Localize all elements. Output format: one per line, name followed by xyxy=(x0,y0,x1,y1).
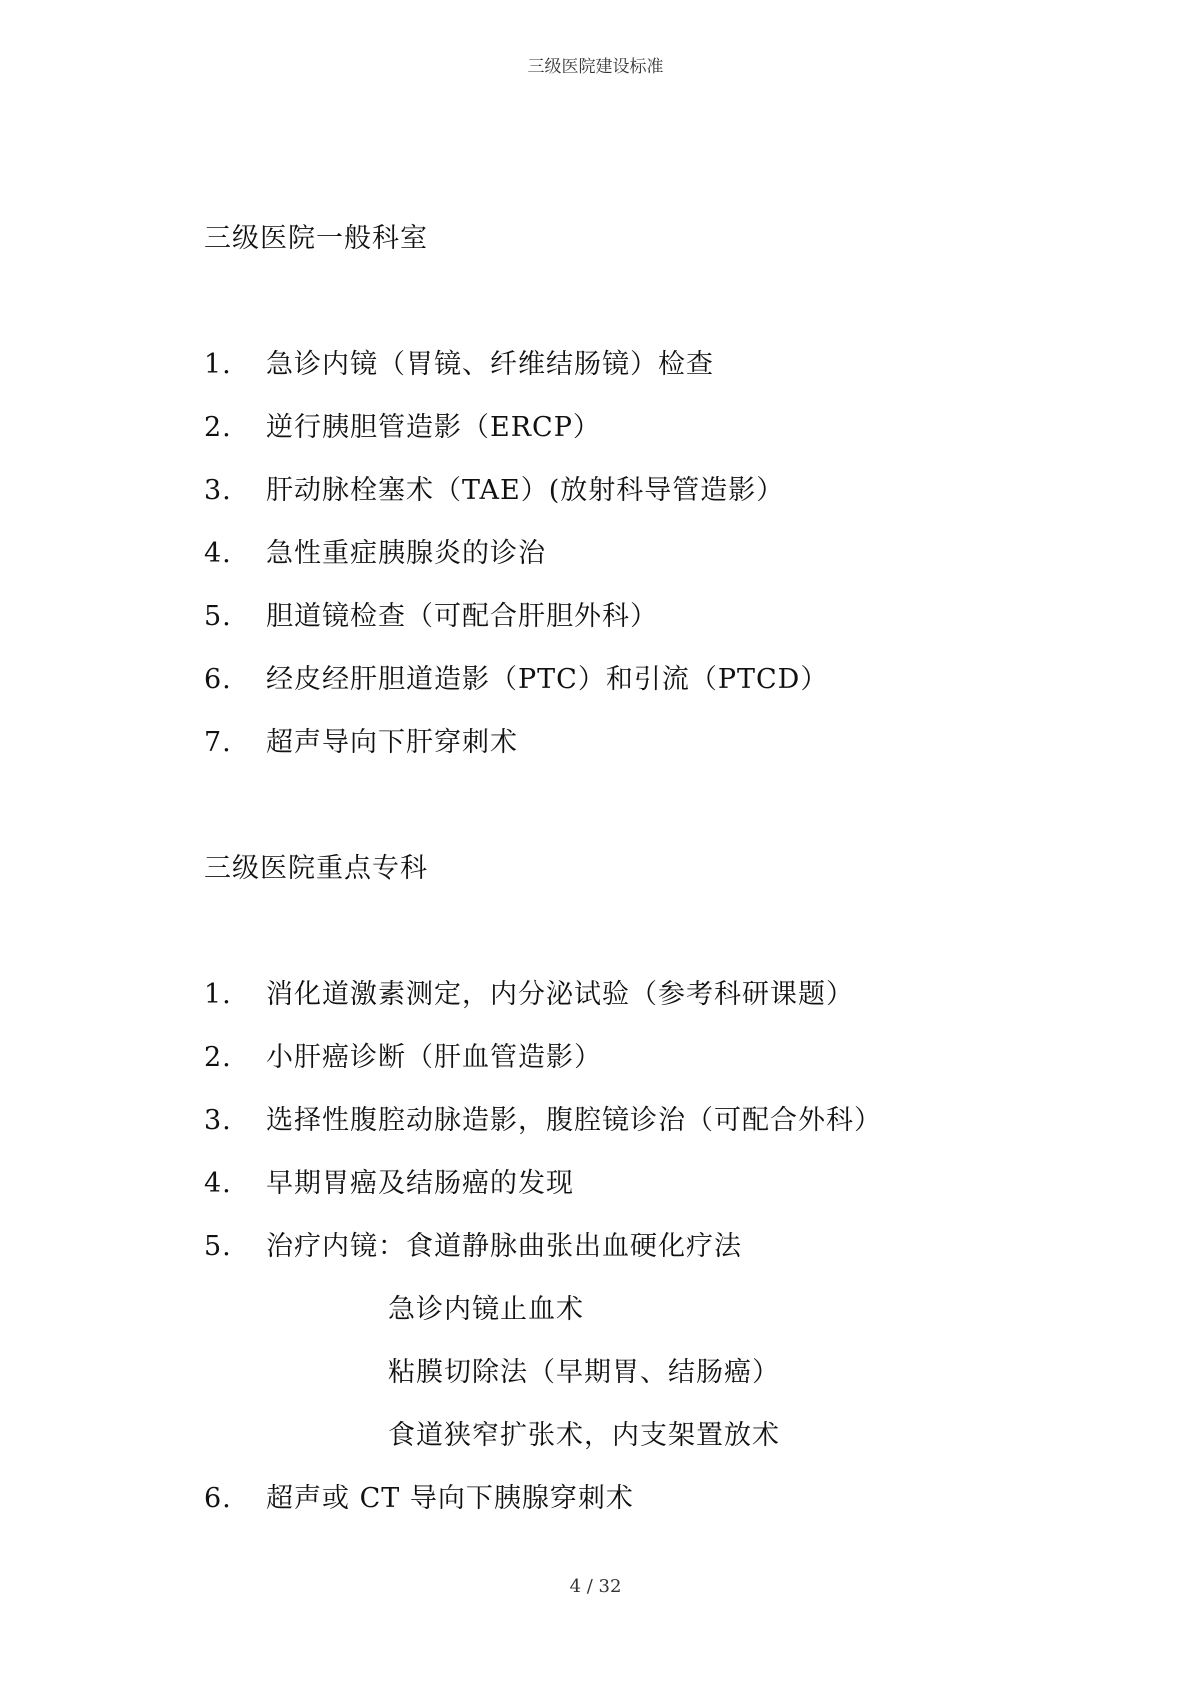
list-item xyxy=(204,720,518,759)
list-item xyxy=(204,657,828,696)
item-text: 急诊内镜（胃镜、纤维结肠镜）检查 xyxy=(266,349,714,380)
item-text: 胆道镜检查（可配合肝胆外科） xyxy=(266,601,658,632)
section-title-key-specialty: 三级医院重点专科 xyxy=(204,853,428,884)
item-number: 2. xyxy=(204,412,232,443)
item-number: 4. xyxy=(204,1168,232,1199)
list-item xyxy=(204,405,601,444)
item-number: 5. xyxy=(204,601,232,632)
item-text: 早期胃癌及结肠癌的发现 xyxy=(266,1168,574,1199)
item-number: 3. xyxy=(204,475,232,506)
item-text: 肝动脉栓塞术（TAE）(放射科导管造影） xyxy=(266,475,785,506)
item-number: 5. xyxy=(204,1231,232,1262)
item-text: 小肝癌诊断（肝血管造影） xyxy=(266,1042,602,1073)
list-item xyxy=(204,342,714,381)
item-text: 选择性腹腔动脉造影，腹腔镜诊治（可配合外科） xyxy=(266,1105,882,1136)
list-item xyxy=(204,1161,574,1200)
item-number: 2. xyxy=(204,1042,232,1073)
item-text: 超声导向下肝穿刺术 xyxy=(266,727,518,758)
item-text: 逆行胰胆管造影（ERCP） xyxy=(266,412,601,443)
list-item xyxy=(204,1476,634,1515)
item-text: 急性重症胰腺炎的诊治 xyxy=(266,538,546,569)
item-number: 4. xyxy=(204,538,232,569)
list-item xyxy=(204,531,546,570)
running-header: 三级医院建设标准 xyxy=(527,57,664,77)
list-item xyxy=(204,1098,882,1137)
item-number: 7. xyxy=(204,727,232,758)
item-text: 超声或 CT 导向下胰腺穿刺术 xyxy=(266,1483,634,1514)
item-number: 1. xyxy=(204,979,232,1010)
list-item xyxy=(204,1224,742,1263)
item-text: 经皮经肝胆道造影（PTC）和引流（PTCD） xyxy=(266,664,829,695)
item-text: 治疗内镜：食道静脉曲张出血硬化疗法 xyxy=(266,1231,742,1262)
section-title-general: 三级医院一般科室 xyxy=(204,223,428,254)
list-item xyxy=(204,468,784,507)
item-number: 6. xyxy=(204,664,232,695)
sub-item: 食道狭窄扩张术，内支架置放术 xyxy=(388,1420,780,1451)
item-number: 6. xyxy=(204,1483,232,1514)
item-number: 3. xyxy=(204,1105,232,1136)
sub-item: 急诊内镜止血术 xyxy=(388,1294,584,1325)
item-text: 消化道激素测定，内分泌试验（参考科研课题） xyxy=(266,979,854,1010)
list-item xyxy=(204,594,658,633)
sub-item: 粘膜切除法（早期胃、结肠癌） xyxy=(388,1357,780,1388)
list-item xyxy=(204,1035,602,1074)
item-number: 1. xyxy=(204,349,232,380)
page-number: 4 / 32 xyxy=(569,1576,622,1597)
list-item xyxy=(204,972,854,1011)
